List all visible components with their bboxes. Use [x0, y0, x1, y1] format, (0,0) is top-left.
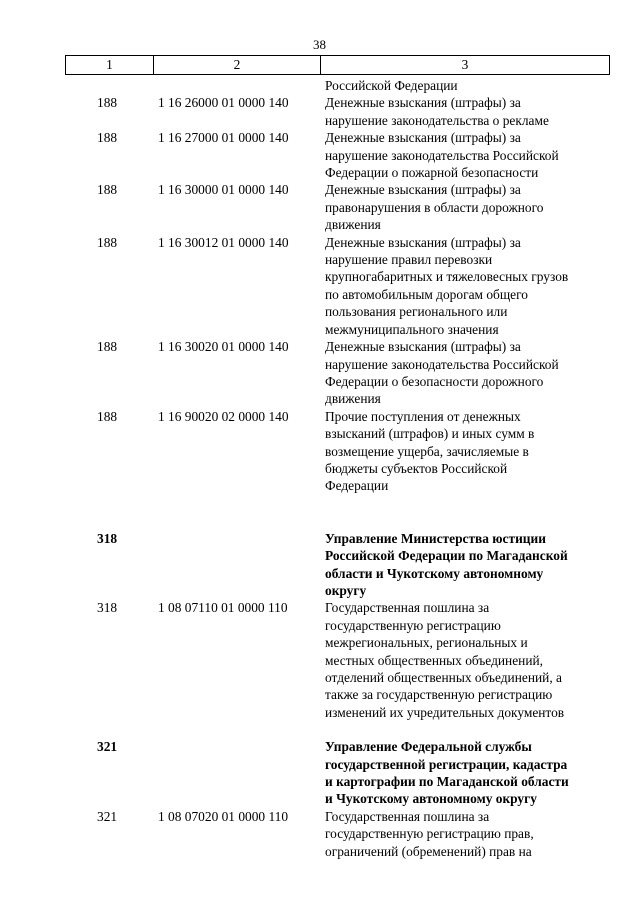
revenue-name: [325, 530, 610, 600]
table-body: [0, 77, 639, 860]
text-line: Денежные взыскания (штрафы) за: [325, 95, 521, 111]
text-line: бюджеты субъектов Российской: [325, 460, 508, 476]
text-line: нарушение законодательства о рекламе: [325, 112, 549, 128]
revenue-name: [325, 808, 610, 860]
table-row: [0, 338, 639, 408]
revenue-name: [325, 408, 610, 495]
text-line: и Чукотскому автономному округу: [325, 791, 537, 807]
table-row: [0, 129, 639, 181]
revenue-code: 1 16 26000 01 0000 140: [158, 95, 289, 111]
table-row: [0, 408, 639, 495]
revenue-code: 1 08 07110 01 0000 110: [158, 600, 288, 616]
page-number: 38: [313, 37, 326, 52]
text-line: также за государственную регистрацию: [325, 687, 553, 703]
text-line: взысканий (штрафов) и иных сумм в: [325, 426, 535, 442]
admin-code: 188: [97, 339, 118, 355]
text-line: государственную регистрацию прав,: [325, 826, 534, 842]
text-line: движения: [325, 217, 381, 233]
admin-code: 188: [97, 408, 118, 424]
revenue-code: 1 16 30000 01 0000 140: [158, 182, 289, 198]
table-row: [0, 234, 639, 338]
admin-code: 188: [97, 130, 118, 146]
admin-code: 321: [97, 739, 118, 755]
text-line: крупногабаритных и тяжеловесных грузов: [325, 269, 569, 285]
text-line: движения: [325, 391, 381, 407]
revenue-code: 1 16 90020 02 0000 140: [158, 408, 289, 424]
text-line: Федерации о безопасности дорожного: [325, 373, 544, 389]
text-line: Российской Федерации по Магаданской: [325, 548, 568, 564]
text-line: Российской Федерации: [325, 78, 458, 93]
table-row: [0, 77, 639, 94]
revenue-name: [325, 94, 610, 129]
text-line: местных общественных объединений,: [325, 652, 544, 668]
table-row: [0, 808, 639, 860]
text-line: изменений их учредительных документов: [325, 704, 565, 720]
text-line: Денежные взыскания (штрафы) за: [325, 130, 521, 146]
admin-code: 188: [97, 182, 118, 198]
text-line: отделений общественных объединений, а: [325, 670, 562, 685]
text-line: и картографии по Магаданской области: [325, 774, 569, 790]
column-header-2: 2: [154, 56, 321, 74]
revenue-code: 1 16 30012 01 0000 140: [158, 234, 289, 250]
section-spacer: [0, 495, 639, 530]
revenue-name: [325, 599, 610, 721]
text-line: нарушение законодательства Российской: [325, 147, 559, 163]
table-row: [0, 181, 639, 233]
text-line: ограничений (обременений) прав на: [325, 843, 532, 859]
section-spacer: [0, 721, 639, 738]
section-heading-row: [0, 530, 639, 600]
admin-code: 188: [97, 95, 118, 111]
admin-code: 318: [97, 530, 118, 546]
admin-code: 318: [97, 600, 118, 616]
admin-code: 188: [97, 234, 118, 250]
text-line: Денежные взыскания (штрафы) за: [325, 234, 521, 250]
text-line: Управление Федеральной службы: [325, 739, 532, 755]
text-line: правонарушения в области дорожного: [325, 199, 544, 215]
text-line: государственную регистрацию: [325, 617, 501, 633]
text-line: Государственная пошлина за: [325, 600, 490, 616]
revenue-name: [325, 234, 610, 338]
text-line: по автомобильным дорогам общего: [325, 286, 528, 302]
revenue-code: 1 16 30020 01 0000 140: [158, 339, 289, 355]
table-row: [0, 599, 639, 721]
text-line: Денежные взыскания (штрафы) за: [325, 339, 521, 355]
text-line: межмуниципального значения: [325, 321, 499, 337]
text-line: Управление Министерства юстиции: [325, 530, 546, 546]
text-line: возмещение ущерба, зачисляемые в: [325, 443, 529, 459]
text-line: Федерации о пожарной безопасности: [325, 165, 539, 181]
revenue-name: [325, 338, 610, 408]
text-line: Государственная пошлина за: [325, 808, 490, 824]
text-line: нарушение законодательства Российской: [325, 356, 559, 372]
admin-code: 321: [97, 808, 118, 824]
revenue-code: 1 08 07020 01 0000 110: [158, 808, 289, 824]
text-line: межрегиональных, региональных и: [325, 635, 528, 651]
text-line: Прочие поступления от денежных: [325, 408, 521, 424]
column-header-1: 1: [66, 56, 154, 74]
text-line: государственной регистрации, кадастра: [325, 756, 568, 772]
revenue-name: [325, 129, 610, 181]
revenue-code: 1 16 27000 01 0000 140: [158, 130, 289, 146]
table-header: [65, 55, 610, 75]
text-line: области и Чукотскому автономному: [325, 565, 544, 581]
text-line: нарушение правил перевозки: [325, 252, 493, 268]
revenue-name: [325, 77, 610, 94]
text-line: Денежные взыскания (штрафы) за: [325, 182, 521, 198]
section-heading-row: [0, 738, 639, 808]
column-header-3: 3: [461, 57, 469, 72]
text-line: Федерации: [325, 478, 389, 494]
revenue-name: [325, 738, 610, 808]
revenue-name: [325, 181, 610, 233]
text-line: округу: [325, 582, 367, 598]
table-row: [0, 94, 639, 129]
text-line: пользования регионального или: [325, 304, 508, 320]
